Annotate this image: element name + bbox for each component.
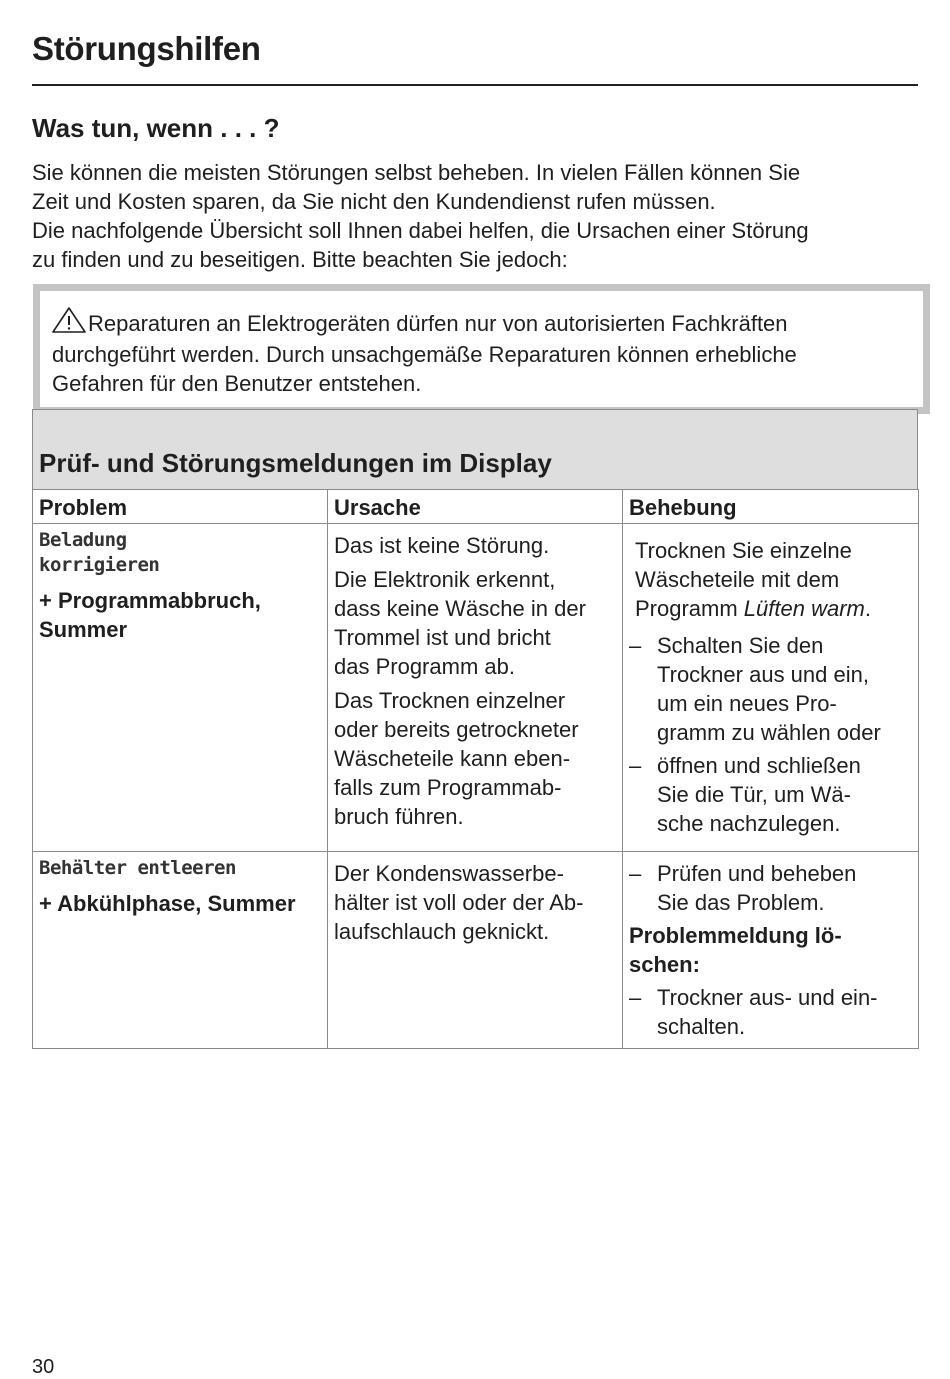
warning-line: durchgeführt werden. Durch unsachgemäße Reparaturen können erhebliche xyxy=(52,342,797,367)
intro-line: zu finden und zu beseitigen. Bitte beachten Sie jedoch: xyxy=(32,247,568,272)
warning-triangle-icon xyxy=(52,307,86,340)
table-header-row xyxy=(33,490,919,524)
cause-paragraph: Das ist keine Störung. xyxy=(334,533,550,558)
problem-line: + Programmabbruch, xyxy=(39,588,261,613)
cause-paragraph: Die Elektronik erkennt, dass keine Wäsche in der Trommel ist und bricht das Programm ab. xyxy=(334,567,586,679)
cause-cell xyxy=(328,524,623,852)
display-message xyxy=(39,856,321,881)
title-divider xyxy=(32,84,918,86)
problem-line: + Abkühlphase, Summer xyxy=(39,891,296,916)
table-row xyxy=(33,524,919,852)
intro-line: Sie können die meisten Störungen selbst beheben. In vielen Fällen können Sie xyxy=(32,160,801,185)
table-title: Prüf- und Störungsmeldungen im Display xyxy=(39,448,552,478)
warning-box xyxy=(33,284,930,414)
cause-cell xyxy=(328,852,623,1049)
fault-table-grid xyxy=(32,489,919,1049)
remedy-item: – Schalten Sie den Trockner aus und ein, um ein neues Pro- gramm zu wählen oder xyxy=(629,633,881,745)
intro-line: Zeit und Kosten sparen, da Sie nicht den Kundendienst rufen müssen. xyxy=(32,189,716,214)
problem-description xyxy=(39,889,321,918)
problem-line: Summer xyxy=(39,617,128,642)
column-header-cause: Ursache xyxy=(328,490,623,524)
problem-cell xyxy=(33,852,328,1049)
column-header-remedy: Behebung xyxy=(623,490,919,524)
page-title: Störungshilfen xyxy=(32,30,261,67)
display-message xyxy=(39,528,321,578)
cause-paragraph: Der Kondenswasserbe- hälter ist voll oder der Ab- laufschlauch geknickt. xyxy=(334,861,584,944)
display-line: korrigieren xyxy=(39,554,160,576)
remedy-item: – Trockner aus- und ein- schalten. xyxy=(629,985,878,1039)
warning-line xyxy=(52,307,923,340)
intro-text xyxy=(32,158,918,274)
remedy-item: – öffnen und schließen Sie die Tür, um Wä- sche nachzulegen. xyxy=(629,753,861,836)
warning-text: Reparaturen an Elektrogeräten dürfen nur von autorisierten Fachkräften xyxy=(88,311,788,336)
remedy-intro: Trocknen Sie einzelne Wäscheteile mit dem Programm Lüften warm. xyxy=(635,538,871,621)
problem-description xyxy=(39,586,321,644)
section-heading: Was tun, wenn . . . ? xyxy=(32,113,280,143)
column-header-problem: Problem xyxy=(33,490,328,524)
cause-paragraph: Das Trocknen einzelner oder bereits getrockneter Wäscheteile kann eben- falls zum Programmab- bruch führen. xyxy=(334,688,579,829)
remedy-item: – Prüfen und beheben Sie das Problem. xyxy=(629,861,857,915)
remedy-cell xyxy=(623,524,919,852)
remedy-cell xyxy=(623,852,919,1049)
table-row xyxy=(33,852,919,1049)
remedy-subheading: Problemmeldung lö- schen: xyxy=(629,923,842,977)
display-line: Beladung xyxy=(39,529,127,551)
warning-line: Gefahren für den Benutzer entstehen. xyxy=(52,371,422,396)
display-line: Behälter entleeren xyxy=(39,857,236,879)
problem-cell xyxy=(33,524,328,852)
fault-table xyxy=(32,409,918,1049)
page-number: 30 xyxy=(32,1356,55,1378)
table-title-bar xyxy=(32,409,918,489)
intro-line: Die nachfolgende Übersicht soll Ihnen dabei helfen, die Ursachen einer Störung xyxy=(32,218,809,243)
